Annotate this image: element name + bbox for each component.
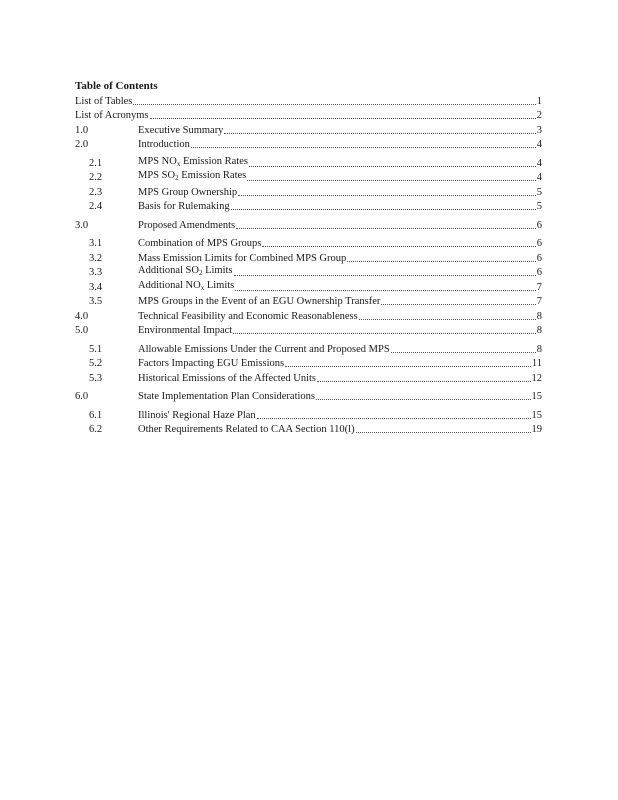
- toc-entry-title: Additional $SO_2$ Limits: [138, 265, 233, 277]
- toc-entry[interactable]: [75, 295, 542, 310]
- toc-entry-title: Basis for Rulemaking: [138, 201, 230, 212]
- toc-entry-page: 4: [536, 172, 542, 183]
- toc-entry-title: MPS Groups in the Event of an EGU Ownership Transfer: [138, 296, 381, 307]
- toc-entry-page: 1: [536, 95, 542, 107]
- toc-entry-page: 12: [531, 372, 542, 384]
- dot-leader: [224, 133, 535, 134]
- toc-entry-title: Technical Feasibility and Economic Reasonableness: [138, 310, 358, 322]
- dot-leader: [317, 381, 531, 382]
- toc-entry-number: 3.1: [89, 238, 103, 249]
- toc-heading: Table of Contents: [75, 80, 158, 92]
- toc-entry-page: 7: [536, 296, 542, 307]
- dot-leader: [316, 399, 530, 400]
- toc-entry-number: 6.1: [89, 409, 103, 421]
- toc-entry-page: 8: [536, 343, 542, 355]
- toc-entry[interactable]: [75, 200, 542, 215]
- toc-entry[interactable]: [75, 371, 542, 386]
- toc-entry-number: 2.3: [89, 186, 103, 198]
- toc-entry-number: 6.2: [89, 424, 103, 435]
- toc-entry[interactable]: [75, 171, 542, 186]
- toc-entry-page: 5: [536, 186, 542, 198]
- toc-entry-title: Environmental Impact: [138, 325, 233, 336]
- toc-entry-page: 8: [536, 310, 542, 322]
- toc-entry[interactable]: [75, 237, 542, 252]
- toc-entry-title: Mass Emission Limits for Combined MPS Group: [138, 252, 347, 264]
- toc-entry[interactable]: [75, 109, 542, 124]
- toc-entry[interactable]: [75, 94, 542, 109]
- dot-leader: [285, 366, 531, 367]
- dot-leader: [359, 319, 536, 320]
- dot-leader: [233, 333, 536, 334]
- dot-leader: [356, 432, 531, 433]
- toc-entry-number: 5.3: [89, 372, 103, 384]
- toc-entry-number: 3.3: [89, 267, 103, 278]
- toc-entry-number: 1.0: [75, 124, 89, 136]
- toc-entry[interactable]: [75, 357, 542, 372]
- toc-entry-page: 8: [536, 325, 542, 336]
- toc-entry-title: MPS $SO_2$ Emission Rates: [138, 170, 247, 182]
- toc-entry[interactable]: [75, 423, 542, 438]
- toc-entry-page: 4: [536, 139, 542, 150]
- toc-entry-page: 4: [536, 157, 542, 169]
- toc-entry-title: Proposed Amendments: [138, 219, 236, 231]
- toc-entry-title: Historical Emissions of the Affected Units: [138, 372, 316, 384]
- toc-entry-number: 2.1: [89, 157, 103, 169]
- dot-leader: [191, 147, 536, 148]
- dot-leader: [257, 418, 531, 419]
- dot-leader: [235, 290, 536, 291]
- toc-entry-page: 6: [536, 267, 542, 278]
- toc-entry-title: MPS $NO_x$ Emission Rates: [138, 155, 248, 168]
- toc-entry-title: Illinois' Regional Haze Plan: [138, 409, 256, 421]
- toc-entry[interactable]: [75, 309, 542, 324]
- toc-entry[interactable]: [75, 390, 542, 405]
- toc-entry-title: Factors Impacting EGU Emissions: [138, 358, 285, 369]
- table-of-contents: [75, 94, 542, 437]
- toc-entry-page: 5: [536, 201, 542, 212]
- dot-leader: [238, 195, 536, 196]
- dot-leader: [262, 246, 535, 247]
- dot-leader: [247, 180, 536, 181]
- toc-entry-title: List of Tables: [75, 95, 133, 107]
- toc-entry[interactable]: [75, 138, 542, 153]
- toc-entry[interactable]: [75, 408, 542, 423]
- toc-entry-title: Executive Summary: [138, 124, 224, 136]
- toc-entry-number: 5.2: [89, 358, 103, 369]
- dot-leader: [381, 304, 535, 305]
- dot-leader: [249, 166, 536, 167]
- toc-entry-number: 5.1: [89, 343, 103, 355]
- dot-leader: [133, 104, 535, 105]
- toc-entry-number: 2.2: [89, 172, 103, 183]
- toc-entry-page: 2: [536, 110, 542, 121]
- toc-entry-title: List of Acronyms: [75, 110, 149, 121]
- toc-entry-page: 19: [531, 424, 542, 435]
- toc-entry-number: 2.0: [75, 139, 89, 150]
- dot-leader: [231, 209, 536, 210]
- dot-leader: [150, 118, 536, 119]
- toc-entry-page: 11: [531, 358, 542, 369]
- dot-leader: [234, 275, 536, 276]
- dot-leader: [236, 228, 536, 229]
- toc-entry-number: 3.2: [89, 252, 103, 264]
- toc-entry-page: 6: [536, 252, 542, 264]
- toc-entry-number: 4.0: [75, 310, 89, 322]
- toc-entry-title: Combination of MPS Groups: [138, 238, 262, 249]
- toc-entry-number: 6.0: [75, 391, 89, 402]
- dot-leader: [391, 352, 536, 353]
- toc-entry[interactable]: [75, 280, 542, 295]
- toc-entry-page: 6: [536, 238, 542, 249]
- dot-leader: [347, 261, 535, 262]
- toc-entry-title: State Implementation Plan Considerations: [138, 391, 316, 402]
- toc-entry-title: MPS Group Ownership: [138, 186, 238, 198]
- toc-entry[interactable]: [75, 123, 542, 138]
- toc-entry-page: 15: [531, 409, 542, 421]
- toc-entry-number: 3.5: [89, 296, 103, 307]
- toc-entry-number: 5.0: [75, 325, 89, 336]
- toc-entry[interactable]: [75, 324, 542, 339]
- toc-entry-page: 15: [531, 391, 542, 402]
- toc-entry[interactable]: [75, 342, 542, 357]
- toc-entry-page: 7: [536, 281, 542, 293]
- toc-entry-number: 2.4: [89, 201, 103, 212]
- toc-entry-page: 3: [536, 124, 542, 136]
- toc-entry-title: Introduction: [138, 139, 190, 150]
- toc-entry-title: Additional $NO_x$ Limits: [138, 279, 235, 292]
- toc-entry-title: Allowable Emissions Under the Current and Proposed MPS: [138, 343, 390, 355]
- toc-entry-number: 3.0: [75, 219, 89, 231]
- toc-entry[interactable]: [75, 218, 542, 233]
- toc-entry-number: 3.4: [89, 281, 103, 293]
- toc-entry-page: 6: [536, 219, 542, 231]
- toc-entry-title: Other Requirements Related to CAA Section 110(l): [138, 424, 355, 435]
- toc-entry[interactable]: [75, 185, 542, 200]
